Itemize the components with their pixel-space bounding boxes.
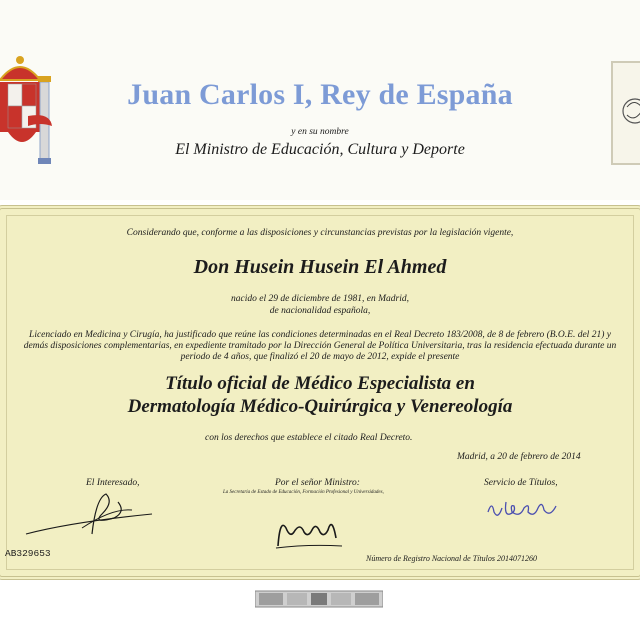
king-title: Juan Carlos I, Rey de España <box>127 78 513 111</box>
en-su-nombre-text: y en su nombre <box>291 127 349 137</box>
security-strip-emblem <box>255 589 383 609</box>
certificate-body: Licenciado en Medicina y Cirugía, ha justificado que reúne las condiciones determinadas en el Real Decreto 183/2008, de 8 de febrero (B.O.E. del 21) y demás disposiciones complementarias, en expediente tramitado por la Dirección General de Política Universitaria, tras la residencia efectuada durante un periodo de 4 años, que finalizó el 20 de mayo de 2012, expide el presente <box>23 330 617 362</box>
minister-sign-label: Por el señor Ministro: <box>275 478 360 488</box>
registro-number: Número de Registro Nacional de Títulos 2014071260 <box>366 554 537 563</box>
servicio-label: Servicio de Títulos, <box>484 478 558 488</box>
interesado-label: El Interesado, <box>86 478 140 488</box>
considerando-text: Considerando que, conforme a las disposiciones y circunstancias previstas por la legislación vigente, <box>126 228 514 238</box>
degree-title-line-2: Dermatología Médico-Quirúrgica y Venereología <box>127 396 513 417</box>
degree-title <box>0 372 640 418</box>
rights-text: con los derechos que establece el citado Real Decreto. <box>205 433 413 443</box>
holder-name: Don Husein Husein El Ahmed <box>193 256 447 278</box>
nationality-text: de nacionalidad española, <box>269 306 371 316</box>
secretaria-label: La Secretaria de Estado de Educación, Formación Profesional y Universidades, <box>223 490 384 495</box>
birth-text: nacido el 29 de diciembre de 1981, en Madrid, <box>231 294 409 304</box>
servicio-signature <box>484 494 568 524</box>
holder-signature <box>22 488 162 540</box>
degree-title-line-1: Título oficial de Médico Especialista en <box>165 373 475 394</box>
issue-date: Madrid, a 20 de febrero de 2014 <box>457 452 581 462</box>
minister-signature <box>272 508 346 552</box>
serial-number: AB329653 <box>5 548 51 559</box>
minister-title: El Ministro de Educación, Cultura y Deporte <box>175 141 465 158</box>
